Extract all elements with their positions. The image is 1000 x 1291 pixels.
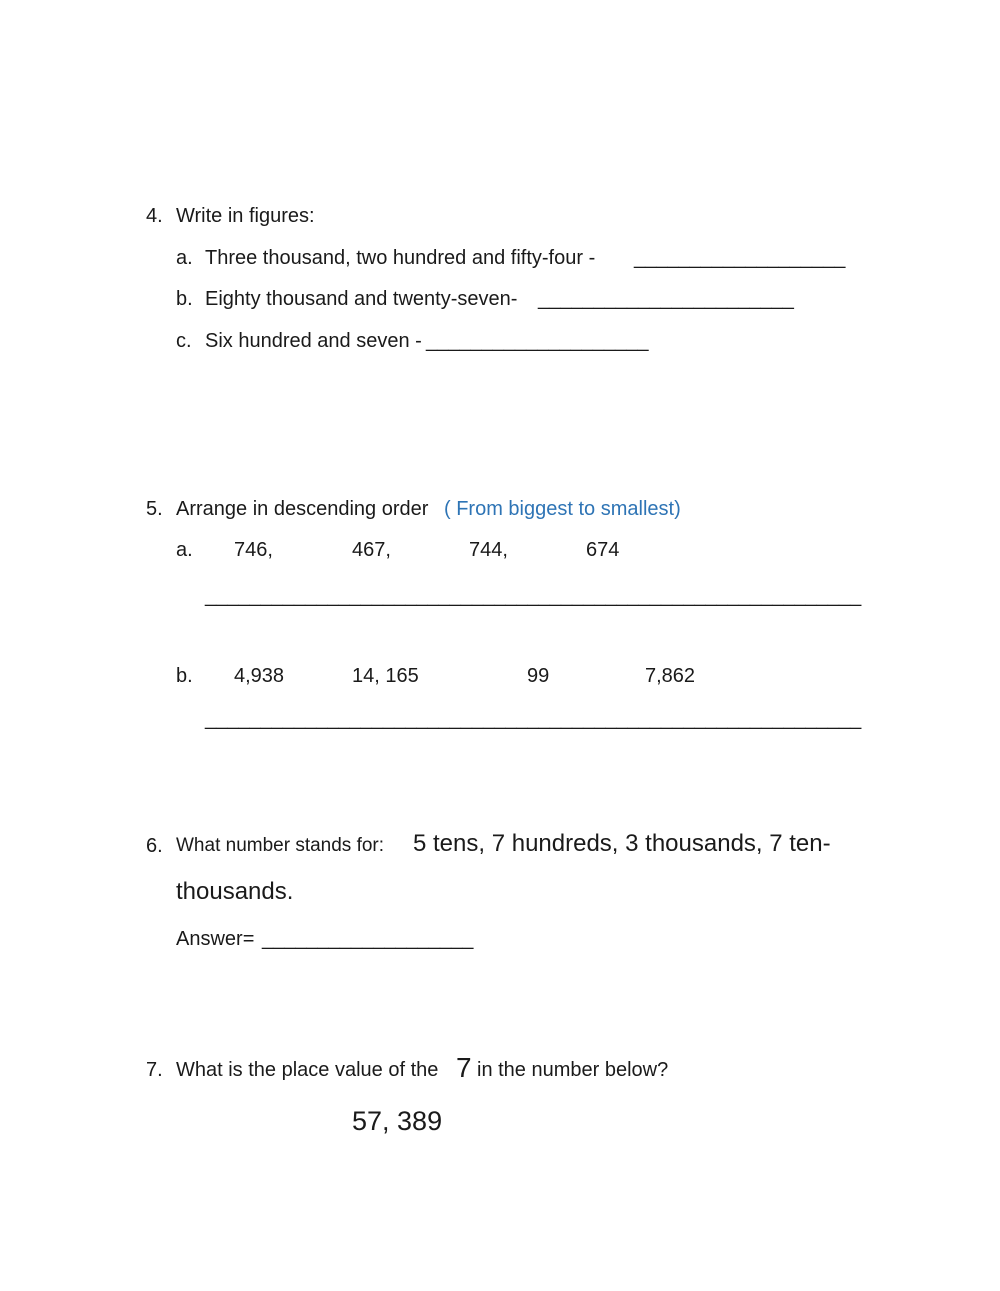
q4a-answer-blank[interactable]: ___________________ [634,247,846,269]
q6-answer-label: Answer= [176,928,255,950]
q5b-label: b. [176,665,193,687]
q5b-value: 7,862 [645,665,696,687]
q4-number: 4. [146,205,163,227]
q4b-label: b. [176,288,193,310]
q4-prompt: Write in figures: [176,205,315,227]
q7-digit: 7 [456,1052,472,1083]
q6-answer-blank[interactable]: ___________________ [262,928,474,950]
q7-prompt-before: What is the place value of the [176,1059,439,1081]
q4c-answer-blank[interactable]: ____________________ [426,330,649,352]
q5-prompt: Arrange in descending order [176,498,429,520]
q4c-text: Six hundred and seven - [205,330,422,352]
q4a-text: Three thousand, two hundred and fifty-four - [205,247,596,269]
q5b-answer-blank[interactable]: ___________________________________________________________ [205,708,862,730]
q5b-value: 14, 165 [352,665,419,687]
q5a-label: a. [176,539,193,561]
q5b-value: 4,938 [234,665,285,687]
q4b-answer-blank[interactable]: _______________________ [538,288,794,310]
q7-number: 7. [146,1059,163,1081]
q5a-value: 746, [234,539,273,561]
q7-prompt-after: in the number below? [477,1059,669,1081]
q5a-answer-blank[interactable]: ___________________________________________________________ [205,585,862,607]
q6-clue-line1: 5 tens, 7 hundreds, 3 thousands, 7 ten- [413,830,831,857]
q5a-value: 674 [586,539,620,561]
q4b-text: Eighty thousand and twenty-seven- [205,288,518,310]
q7-number-shown: 57, 389 [352,1106,443,1136]
q6-number: 6. [146,835,163,857]
q6-prompt: What number stands for: [176,835,385,856]
q4c-label: c. [176,330,192,352]
q5b-value: 99 [527,665,550,687]
q5a-value: 744, [469,539,508,561]
q5-hint: ( From biggest to smallest) [444,498,681,520]
q5-number: 5. [146,498,163,520]
q5a-value: 467, [352,539,391,561]
q4a-label: a. [176,247,193,269]
q6-clue-line2: thousands. [176,878,294,905]
